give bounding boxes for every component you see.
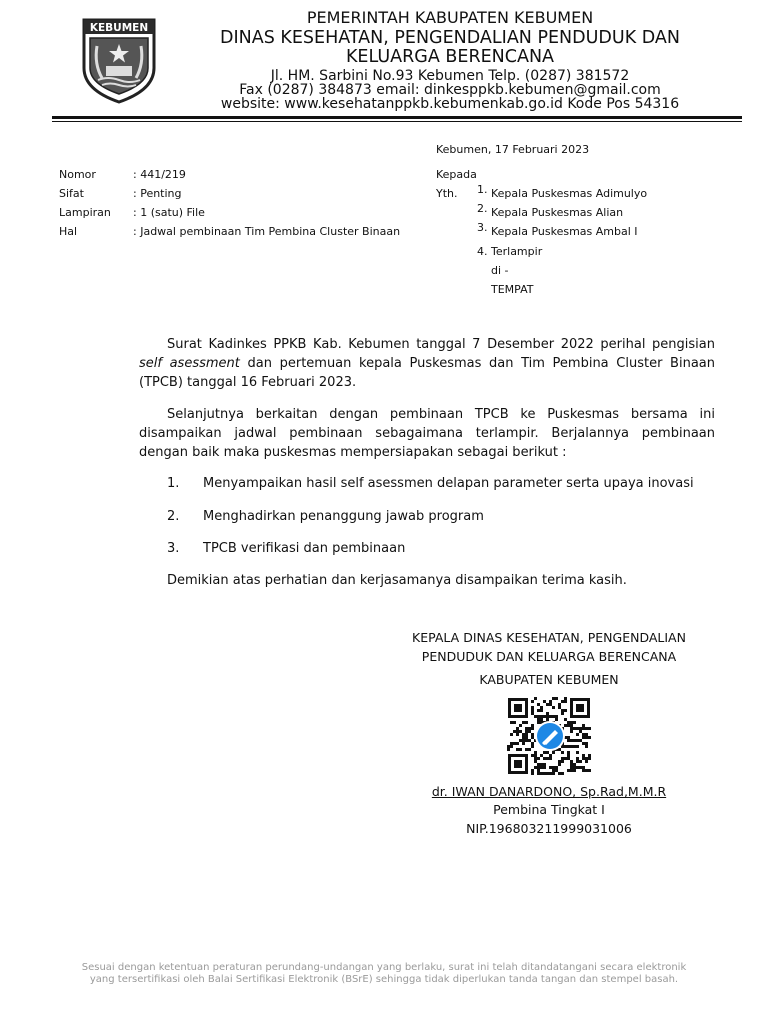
letterhead-contact	[160, 69, 740, 111]
letterhead-rule-thick	[52, 116, 742, 119]
recipient-item: Kepala Puskesmas Alian	[491, 206, 624, 219]
recipient-item: Kepala Puskesmas Adimulyo	[491, 187, 648, 200]
letterhead-website: website: www.kesehatanppkb.kebumenkab.go.id Kode Pos 54316	[220, 96, 680, 112]
letterhead-rule-thin	[52, 121, 742, 122]
body-paragraph-1-text: Surat Kadinkes PPKB Kab. Kebumen tanggal 7 Desember 2022 perihal pengisian	[167, 337, 715, 352]
disclaimer-line2: yang tersertifikasi oleh Balai Sertifikasi Elektronik (BSrE) sehingga tidak diperlukan tanda tangan dan stempel basah.	[89, 974, 679, 985]
letter-date: Kebumen, 17 Februari 2023	[436, 143, 590, 156]
meta-value-sifat: : Penting	[133, 187, 182, 200]
signature-nip: NIP.196803211999031006	[466, 821, 632, 836]
logo-text: KEBUMEN	[89, 22, 149, 34]
recipient-di: di -	[491, 264, 509, 277]
kebumen-coat-of-arms-logo	[80, 16, 158, 104]
body-closing: Demikian atas perhatian dan kerjasamanya disampaikan terima kasih.	[167, 573, 627, 588]
letterhead-department	[160, 29, 740, 67]
meta-value-lampiran: : 1 (satu) File	[133, 206, 205, 219]
body-list-number: 1.	[167, 476, 180, 491]
letterhead-address: Jl. HM. Sarbini No.93 Kebumen Telp. (0287) 381572	[270, 68, 630, 84]
body-list-item: TPCB verifikasi dan pembinaan	[203, 541, 406, 556]
qr-code-signature[interactable]	[507, 697, 591, 775]
signature-rank: Pembina Tingkat I	[493, 802, 605, 817]
letterhead-fax-email: Fax (0287) 384873 email: dinkesppkb.kebumen@gmail.com	[239, 82, 661, 98]
recipient-item-number: 1.	[477, 183, 488, 196]
meta-value-hal: : Jadwal pembinaan Tim Pembina Cluster Binaan	[133, 225, 401, 238]
recipient-kepada: Kepada	[436, 168, 477, 181]
body-list-item: Menyampaikan hasil self asessmen delapan parameter serta upaya inovasi	[203, 476, 694, 491]
signature-title-line2: PENDUDUK DAN KELUARGA BERENCANA	[421, 649, 677, 664]
electronic-signature-disclaimer	[40, 962, 728, 986]
recipient-yth: Yth.	[436, 187, 458, 200]
meta-label-sifat: Sifat	[59, 187, 84, 200]
recipient-item-number: 4.	[477, 245, 488, 258]
body-paragraph-2: Selanjutnya berkaitan dengan pembinaan TPCB ke Puskesmas bersama ini disampaikan jadwal pembinaan sebagaimana terlampir. Berjalannya pembinaan dengan baik maka puskesmas mempersiapakan sebagai berikut :	[139, 407, 715, 460]
recipient-tempat: TEMPAT	[491, 283, 534, 296]
letterhead-department-line1: DINAS KESEHATAN, PENGENDALIAN PENDUDUK DAN	[220, 28, 680, 48]
recipient-item-number: 3.	[477, 221, 488, 234]
disclaimer-line1: Sesuai dengan ketentuan peraturan perundang-undangan yang berlaku, surat ini telah ditandatangani secara elektronik	[81, 962, 687, 973]
body-list-number: 3.	[167, 541, 180, 556]
signature-name: dr. IWAN DANARDONO, Sp.Rad,M.M.R	[431, 784, 667, 799]
meta-value-nomor: : 441/219	[133, 168, 186, 181]
signature-title-line1: KEPALA DINAS KESEHATAN, PENGENDALIAN	[412, 630, 686, 645]
letterhead-government: PEMERINTAH KABUPATEN KEBUMEN	[306, 8, 594, 27]
meta-label-nomor: Nomor	[59, 168, 96, 181]
meta-label-lampiran: Lampiran	[59, 206, 111, 219]
body-list-number: 2.	[167, 509, 180, 524]
signature-title-line3: KABUPATEN KEBUMEN	[479, 672, 619, 687]
recipient-item: Kepala Puskesmas Ambal I	[491, 225, 638, 238]
letterhead-department-line2: KELUARGA BERENCANA	[345, 47, 555, 67]
body-paragraph-1-italic: self asessment	[139, 356, 240, 371]
body-paragraph-1	[139, 335, 715, 392]
recipient-item: Terlampir	[491, 245, 543, 258]
body-paragraph-1-text-end: dan pertemuan kepala Puskesmas dan Tim Pembina Cluster Binaan (TPCB) tanggal 16 Februari 2023.	[139, 356, 715, 390]
body-list-item: Menghadirkan penanggung jawab program	[203, 509, 484, 524]
recipient-item-number: 2.	[477, 202, 488, 215]
meta-label-hal: Hal	[59, 225, 78, 238]
